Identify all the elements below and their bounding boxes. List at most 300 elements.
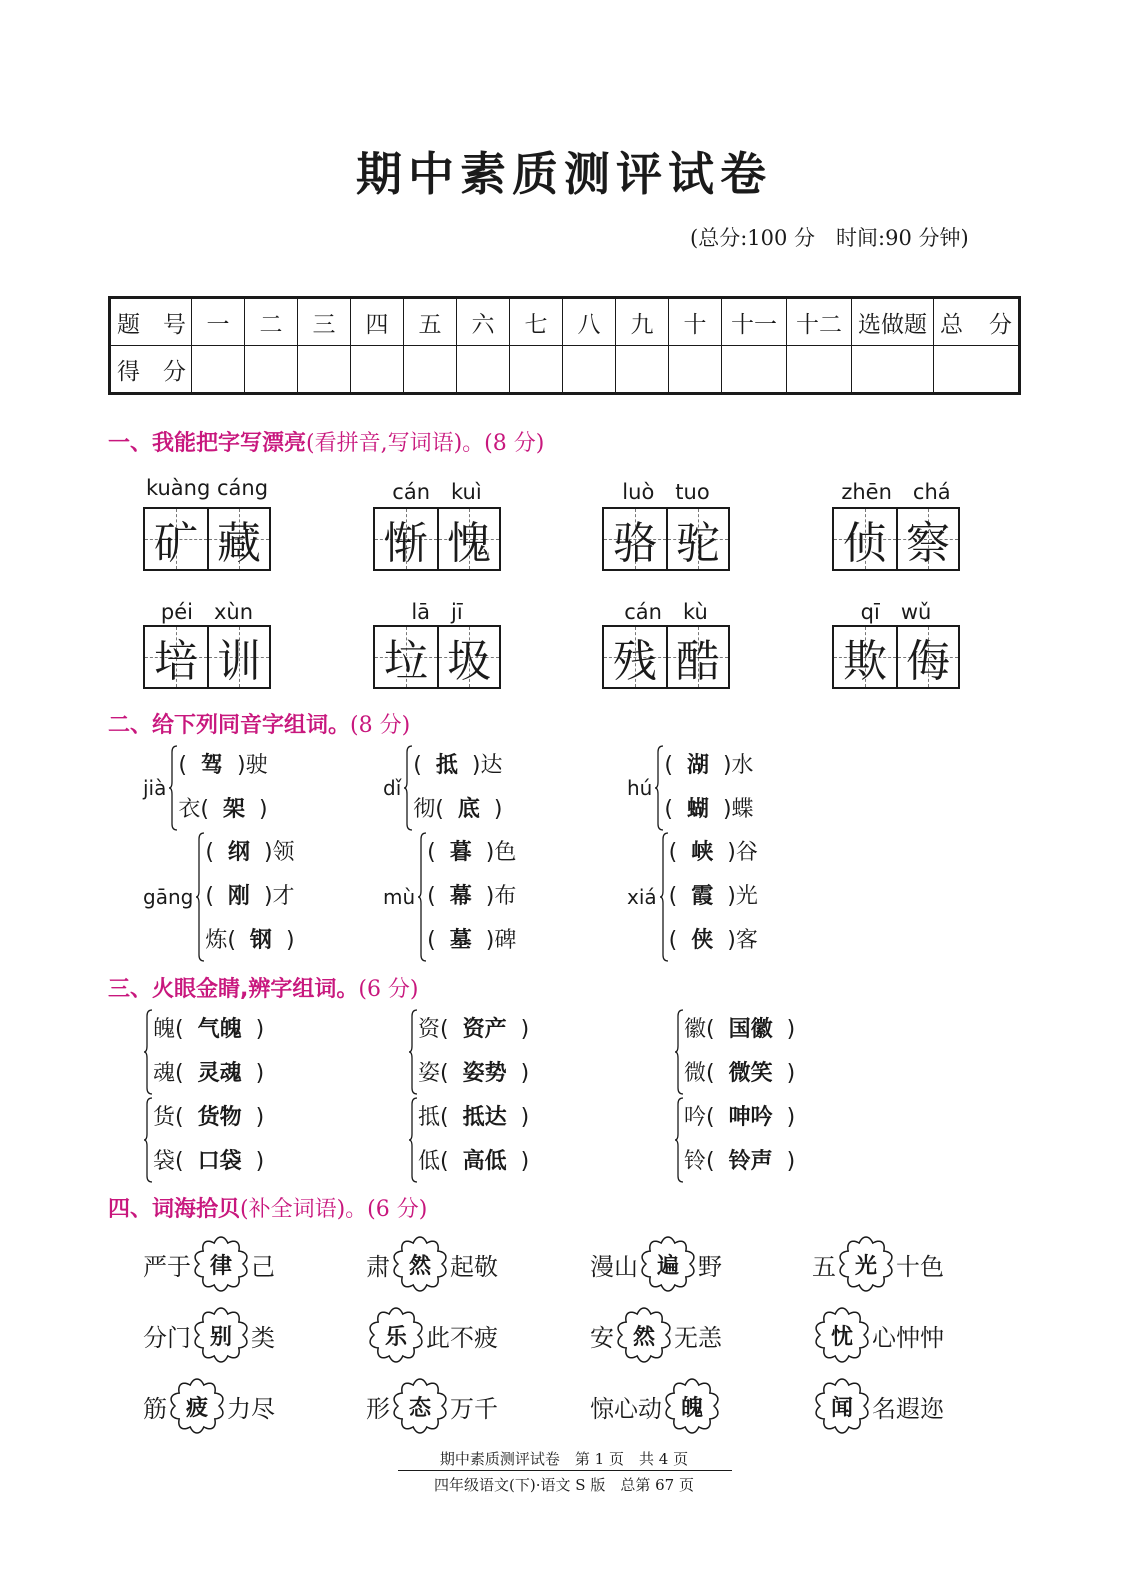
score-cell[interactable] <box>404 346 457 394</box>
word-line <box>178 788 267 832</box>
idiom-item <box>143 1236 275 1292</box>
flower-answer-field[interactable] <box>392 1378 448 1434</box>
idiom-prefix: 严于 <box>143 1252 191 1281</box>
header-cell: 八 <box>563 298 616 346</box>
word-line <box>684 1096 795 1140</box>
section1-note: (看拼音,写词语)。(8 分) <box>306 431 545 456</box>
word-group <box>143 1096 264 1184</box>
line-prefix: 吟( <box>684 1105 715 1130</box>
line-suffix: )光 <box>727 884 758 909</box>
brace-icon <box>654 744 664 832</box>
grid-cell[interactable] <box>437 627 499 687</box>
writing-grid[interactable] <box>143 507 271 571</box>
word-line <box>684 1008 795 1052</box>
word-line <box>427 919 516 963</box>
score-cell[interactable] <box>351 346 404 394</box>
answer-char: 愧 <box>447 518 491 569</box>
word-line <box>684 1140 795 1184</box>
idiom-prefix: 五 <box>812 1252 836 1281</box>
grid-cell[interactable] <box>604 509 666 569</box>
score-cell[interactable] <box>510 346 563 394</box>
answer-field[interactable]: 抵 <box>435 753 458 778</box>
answer-char: 残 <box>613 636 657 687</box>
footer-divider <box>398 1470 732 1471</box>
flower-answer-field[interactable] <box>193 1307 249 1363</box>
group-pinyin: jià <box>143 776 167 800</box>
brace-icon <box>417 831 427 963</box>
header-cell: 四 <box>351 298 404 346</box>
idiom-suffix: 无恙 <box>674 1323 722 1352</box>
flower-answer-field[interactable] <box>664 1378 720 1434</box>
word-group <box>143 1008 264 1096</box>
idiom-item <box>143 1378 275 1434</box>
answer-field[interactable]: 纲 <box>227 840 250 865</box>
answer-field[interactable]: 货物 <box>197 1105 242 1130</box>
group-lines <box>153 1008 264 1096</box>
word-line <box>153 1140 264 1184</box>
header-cell: 一 <box>192 298 245 346</box>
section4-note: (补全词语)。(6 分) <box>240 1197 428 1222</box>
word-group <box>408 1096 529 1184</box>
word-line <box>178 744 267 788</box>
word-group <box>143 831 295 963</box>
answer-char: 垃 <box>384 636 428 687</box>
idiom-suffix: 十色 <box>896 1252 944 1281</box>
word-line <box>669 875 758 919</box>
group-lines <box>418 1008 529 1096</box>
brace-icon <box>659 831 669 963</box>
writing-grid[interactable] <box>602 507 730 571</box>
line-prefix: 铃( <box>684 1149 715 1174</box>
line-prefix: 抵( <box>418 1105 449 1130</box>
grid-cell[interactable] <box>834 627 896 687</box>
flower-answer-field[interactable] <box>392 1236 448 1292</box>
word-line <box>418 1008 529 1052</box>
line-prefix: 徽( <box>684 1017 715 1042</box>
flower-answer-field[interactable] <box>193 1236 249 1292</box>
word-line <box>418 1140 529 1184</box>
idiom-answer: 别 <box>209 1324 232 1350</box>
idiom-suffix: 万千 <box>450 1394 498 1423</box>
answer-char: 藏 <box>217 518 261 569</box>
word-line <box>153 1096 264 1140</box>
grid-cell[interactable] <box>207 627 269 687</box>
pinyin-label: qī wǔ <box>860 600 932 624</box>
flower-answer-field[interactable] <box>838 1236 894 1292</box>
answer-field[interactable]: 架 <box>222 797 245 822</box>
line-suffix: )碑 <box>485 928 517 953</box>
idiom-item <box>590 1378 722 1434</box>
line-suffix: ) <box>258 797 268 822</box>
idiom-answer: 律 <box>209 1253 232 1279</box>
header-cell: 十 <box>669 298 722 346</box>
word-line <box>153 1052 264 1096</box>
answer-field[interactable]: 资产 <box>462 1017 507 1042</box>
answer-field[interactable]: 口袋 <box>197 1149 242 1174</box>
flower-answer-field[interactable] <box>169 1378 225 1434</box>
answer-field[interactable]: 钢 <box>249 928 272 953</box>
score-cell[interactable] <box>852 346 934 394</box>
idiom-answer: 态 <box>408 1395 431 1421</box>
line-suffix: ) <box>786 1061 796 1086</box>
line-prefix: ( <box>427 928 436 953</box>
score-value-row <box>110 346 1020 394</box>
writing-grid[interactable] <box>602 625 730 689</box>
word-line <box>205 919 294 963</box>
pinyin-label: luò tuo <box>622 480 710 504</box>
idiom-answer: 然 <box>408 1253 431 1279</box>
score-cell[interactable] <box>669 346 722 394</box>
answer-char: 矿 <box>154 518 198 569</box>
line-prefix: ( <box>668 884 678 909</box>
line-suffix: ) <box>255 1017 265 1042</box>
section2-title: 二、给下列同音字组词。 <box>108 713 351 738</box>
pinyin-label: kuàng cáng <box>145 476 269 500</box>
group-lines <box>413 744 502 832</box>
answer-field[interactable]: 墓 <box>449 928 472 953</box>
grid-cell[interactable] <box>834 509 896 569</box>
brace-icon <box>408 1096 418 1184</box>
word-line <box>205 875 294 919</box>
line-prefix: ( <box>205 840 214 865</box>
flower-answer-field[interactable] <box>640 1236 696 1292</box>
brace-icon <box>195 831 205 963</box>
answer-field[interactable]: 呻吟 <box>728 1105 773 1130</box>
grid-cell[interactable] <box>207 509 269 569</box>
answer-char: 圾 <box>447 636 491 687</box>
answer-field[interactable]: 抵达 <box>462 1105 507 1130</box>
answer-field[interactable]: 微笑 <box>728 1061 773 1086</box>
line-prefix: ( <box>427 884 436 909</box>
line-prefix: ( <box>664 797 673 822</box>
word-line <box>427 875 516 919</box>
line-suffix: ) <box>786 1017 796 1042</box>
word-line <box>413 788 502 832</box>
brace-icon <box>674 1008 684 1096</box>
pinyin-label: cán kù <box>624 600 708 624</box>
score-cell[interactable] <box>563 346 616 394</box>
line-prefix: ( <box>668 928 678 953</box>
group-lines <box>427 831 516 963</box>
line-prefix: ( <box>427 840 436 865</box>
brace-icon <box>408 1008 418 1096</box>
flower-answer-field[interactable] <box>814 1378 870 1434</box>
idiom-item <box>366 1378 498 1434</box>
word-group <box>408 1008 529 1096</box>
line-suffix: )才 <box>263 884 295 909</box>
group-pinyin: xiá <box>627 885 657 909</box>
line-suffix: ) <box>520 1149 530 1174</box>
pinyin-label: péi xùn <box>160 600 254 624</box>
answer-field[interactable]: 气魄 <box>197 1017 242 1042</box>
section4-title: 四、词海拾贝 <box>108 1197 241 1222</box>
line-prefix: ( <box>664 753 673 778</box>
header-cell: 总 分 <box>934 298 1020 346</box>
line-prefix: 魄( <box>153 1017 184 1042</box>
answer-char: 酷 <box>676 636 720 687</box>
brace-icon <box>143 1096 153 1184</box>
line-suffix: )布 <box>485 884 517 909</box>
idiom-answer: 乐 <box>384 1324 407 1350</box>
answer-char: 察 <box>906 518 950 569</box>
line-suffix: ) <box>520 1061 530 1086</box>
line-suffix: )达 <box>471 753 503 778</box>
answer-field[interactable]: 高低 <box>462 1149 507 1174</box>
line-suffix: ) <box>255 1105 265 1130</box>
writing-grid[interactable] <box>143 625 271 689</box>
idiom-suffix: 野 <box>698 1252 722 1281</box>
idiom-item <box>812 1378 944 1434</box>
idiom-suffix: 力尽 <box>227 1394 275 1423</box>
word-line <box>418 1052 529 1096</box>
answer-field[interactable]: 湖 <box>686 753 709 778</box>
idiom-suffix: 类 <box>251 1323 275 1352</box>
word-line <box>669 919 758 963</box>
flower-answer-field[interactable] <box>368 1307 424 1363</box>
line-suffix: ) <box>520 1105 530 1130</box>
score-cell[interactable] <box>192 346 245 394</box>
section3-note: (6 分) <box>358 977 419 1002</box>
section1-heading <box>108 426 544 457</box>
brace-icon <box>143 1008 153 1096</box>
score-row-label: 得 分 <box>110 346 192 394</box>
group-pinyin: dǐ <box>383 776 402 800</box>
grid-cell[interactable] <box>437 509 499 569</box>
idiom-prefix: 筋 <box>143 1394 167 1423</box>
idiom-prefix: 形 <box>366 1394 390 1423</box>
idiom-item <box>366 1236 498 1292</box>
idiom-suffix: 心忡忡 <box>872 1323 944 1352</box>
answer-field[interactable]: 幕 <box>449 884 472 909</box>
word-line <box>418 1096 529 1140</box>
line-prefix: 炼( <box>205 928 236 953</box>
brace-icon <box>403 744 413 832</box>
grid-cell[interactable] <box>604 627 666 687</box>
section3-heading <box>108 972 419 1003</box>
header-cell: 六 <box>457 298 510 346</box>
idiom-item <box>590 1236 722 1292</box>
section4-heading <box>108 1192 427 1223</box>
idiom-item <box>812 1236 944 1292</box>
header-cell: 题 号 <box>110 298 192 346</box>
pinyin-label: cán kuì <box>392 480 482 504</box>
exam-meta: (总分:100 分 时间:90 分钟) <box>690 226 969 250</box>
answer-field[interactable]: 底 <box>457 797 480 822</box>
score-cell[interactable] <box>787 346 852 394</box>
idiom-answer: 遍 <box>656 1253 679 1279</box>
idiom-answer: 疲 <box>185 1395 208 1421</box>
idiom-item <box>366 1307 498 1363</box>
word-group <box>143 744 268 832</box>
idiom-prefix: 肃 <box>366 1252 390 1281</box>
writing-grid[interactable] <box>373 507 501 571</box>
line-suffix: )谷 <box>727 840 758 865</box>
answer-field[interactable]: 铃声 <box>728 1149 773 1174</box>
group-lines <box>418 1096 529 1184</box>
section1-title: 一、我能把字写漂亮 <box>108 431 307 456</box>
answer-char: 骆 <box>613 518 657 569</box>
line-prefix: 资( <box>418 1017 449 1042</box>
brace-icon <box>168 744 178 832</box>
idiom-prefix: 分门 <box>143 1323 191 1352</box>
word-line <box>664 788 753 832</box>
line-suffix: )领 <box>263 840 295 865</box>
line-suffix: )驶 <box>236 753 268 778</box>
line-suffix: )蝶 <box>722 797 754 822</box>
grid-cell[interactable] <box>666 509 728 569</box>
idiom-suffix: 起敬 <box>450 1252 498 1281</box>
word-line <box>153 1008 264 1052</box>
group-pinyin: hú <box>627 776 653 800</box>
idiom-suffix: 己 <box>251 1252 275 1281</box>
score-cell[interactable] <box>616 346 669 394</box>
answer-field[interactable]: 驾 <box>200 753 223 778</box>
score-cell[interactable] <box>245 346 298 394</box>
group-lines <box>669 831 758 963</box>
writing-grid[interactable] <box>373 625 501 689</box>
idiom-prefix: 惊心动 <box>590 1394 662 1423</box>
idiom-prefix: 漫山 <box>590 1252 638 1281</box>
line-suffix: ) <box>255 1149 265 1174</box>
idiom-prefix: 安 <box>590 1323 614 1352</box>
score-cell[interactable] <box>457 346 510 394</box>
line-suffix: )色 <box>485 840 517 865</box>
line-prefix: 袋( <box>153 1149 184 1174</box>
flower-answer-field[interactable] <box>616 1307 672 1363</box>
answer-field[interactable]: 姿势 <box>462 1061 507 1086</box>
word-group <box>674 1008 795 1096</box>
word-group <box>627 831 758 963</box>
line-prefix: ( <box>178 753 187 778</box>
line-suffix: )客 <box>727 928 758 953</box>
idiom-item <box>812 1307 944 1363</box>
idiom-suffix: 此不疲 <box>426 1323 498 1352</box>
word-line <box>205 831 294 875</box>
idiom-item <box>143 1307 275 1363</box>
grid-cell[interactable] <box>145 627 207 687</box>
answer-char: 欺 <box>843 636 887 687</box>
writing-grid[interactable] <box>832 625 960 689</box>
footer-line1: 期中素质测评试卷 第 1 页 共 4 页 <box>439 1450 689 1468</box>
pinyin-label: zhēn chá <box>841 480 951 504</box>
group-pinyin: gāng <box>143 885 194 909</box>
line-prefix: 彻( <box>413 797 444 822</box>
answer-field[interactable]: 暮 <box>449 840 472 865</box>
group-lines <box>684 1008 795 1096</box>
answer-char: 训 <box>217 636 261 687</box>
word-group <box>627 744 754 832</box>
word-group <box>674 1096 795 1184</box>
word-line <box>427 831 516 875</box>
answer-field[interactable]: 峡 <box>691 840 714 865</box>
idiom-suffix: 名遐迩 <box>872 1394 944 1423</box>
grid-cell[interactable] <box>145 509 207 569</box>
line-suffix: ) <box>285 928 295 953</box>
idiom-answer: 然 <box>632 1324 655 1350</box>
pinyin-label: lā jī <box>411 600 463 624</box>
word-line <box>684 1052 795 1096</box>
line-suffix: )水 <box>722 753 754 778</box>
flower-answer-field[interactable] <box>814 1307 870 1363</box>
header-cell: 三 <box>298 298 351 346</box>
answer-char: 惭 <box>384 518 428 569</box>
answer-field[interactable]: 灵魂 <box>197 1061 242 1086</box>
word-line <box>669 831 758 875</box>
section2-note: (8 分) <box>350 713 411 738</box>
line-suffix: ) <box>520 1017 530 1042</box>
line-prefix: 低( <box>418 1149 449 1174</box>
brace-icon <box>674 1096 684 1184</box>
group-lines <box>684 1096 795 1184</box>
line-prefix: 货( <box>153 1105 184 1130</box>
grid-cell[interactable] <box>896 509 958 569</box>
line-prefix: 衣( <box>178 797 209 822</box>
line-suffix: ) <box>786 1149 796 1174</box>
word-line <box>664 744 753 788</box>
line-prefix: ( <box>205 884 214 909</box>
group-lines <box>178 744 267 832</box>
header-cell: 选做题 <box>852 298 934 346</box>
answer-char: 培 <box>154 636 198 687</box>
score-header-row <box>110 298 1020 346</box>
writing-grid[interactable] <box>832 507 960 571</box>
line-prefix: 姿( <box>418 1061 449 1086</box>
score-cell[interactable] <box>722 346 787 394</box>
score-cell[interactable] <box>934 346 1020 394</box>
line-suffix: ) <box>786 1105 796 1130</box>
answer-field[interactable]: 刚 <box>227 884 250 909</box>
line-prefix: ( <box>413 753 422 778</box>
group-lines <box>205 831 294 963</box>
line-prefix: 微( <box>684 1061 715 1086</box>
word-line <box>413 744 502 788</box>
grid-cell[interactable] <box>375 627 437 687</box>
idiom-answer: 光 <box>854 1253 877 1279</box>
footer-line2: 四年级语文(下)·语文 S 版 总第 67 页 <box>434 1476 694 1494</box>
idiom-answer: 魄 <box>680 1395 703 1421</box>
header-cell: 十二 <box>787 298 852 346</box>
grid-cell[interactable] <box>666 627 728 687</box>
header-cell: 五 <box>404 298 457 346</box>
grid-cell[interactable] <box>896 627 958 687</box>
group-lines <box>664 744 753 832</box>
answer-field[interactable]: 国徽 <box>728 1017 773 1042</box>
grid-cell[interactable] <box>375 509 437 569</box>
word-group <box>383 831 516 963</box>
header-cell: 二 <box>245 298 298 346</box>
idiom-answer: 忧 <box>830 1324 853 1350</box>
group-pinyin: mù <box>383 885 416 909</box>
answer-field[interactable]: 蝴 <box>686 797 709 822</box>
word-group <box>383 744 502 832</box>
answer-field[interactable]: 霞 <box>691 884 714 909</box>
line-prefix: ( <box>668 840 678 865</box>
page-title: 期中素质测评试卷 <box>356 147 772 201</box>
idiom-item <box>590 1307 722 1363</box>
answer-field[interactable]: 侠 <box>691 928 714 953</box>
answer-char: 侮 <box>906 636 950 687</box>
section2-heading <box>108 708 410 739</box>
line-prefix: 魂( <box>153 1061 184 1086</box>
score-cell[interactable] <box>298 346 351 394</box>
score-table <box>108 296 1021 395</box>
header-cell: 十一 <box>722 298 787 346</box>
answer-char: 驼 <box>676 518 720 569</box>
line-suffix: ) <box>493 797 503 822</box>
answer-char: 侦 <box>843 518 887 569</box>
header-cell: 九 <box>616 298 669 346</box>
line-suffix: ) <box>255 1061 265 1086</box>
